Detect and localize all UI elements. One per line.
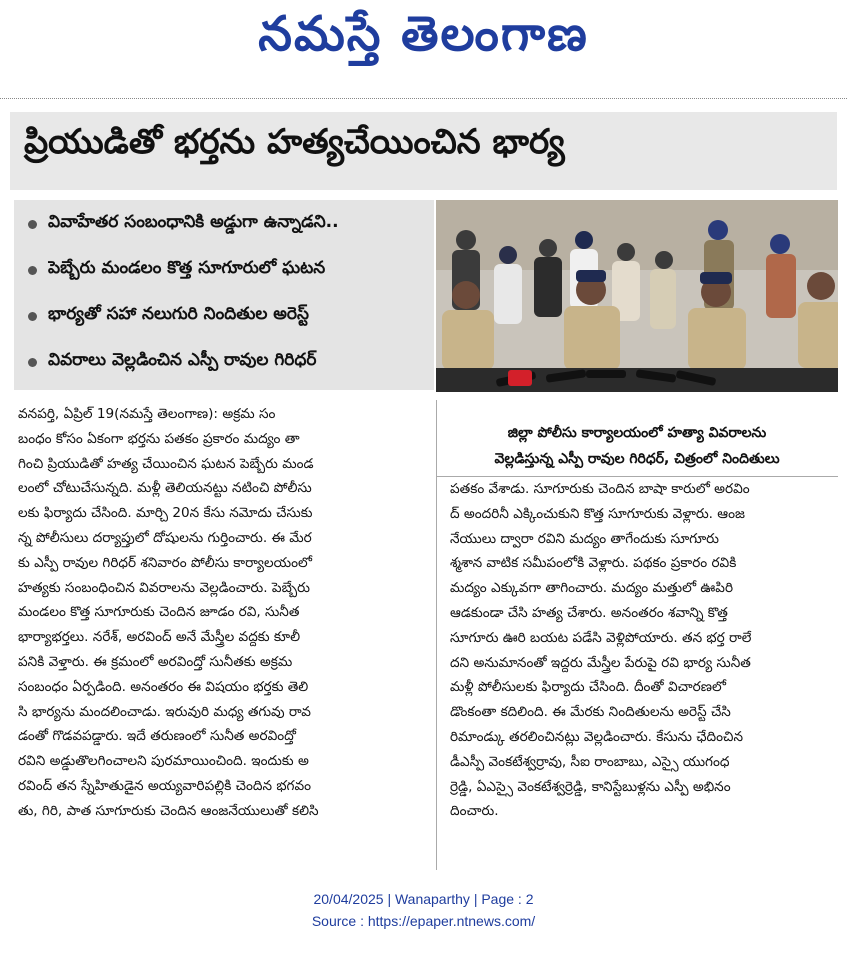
article-line: హత్యకు సంబంధించిన వివరాలను వెల్లడించారు. పెబ్బేరు	[18, 579, 310, 596]
highlight-item	[14, 204, 434, 248]
article-line: రవింద్ తన స్నేహితుడైన అయ్యవారిపల్లికి చెందిన భగవం	[18, 777, 312, 794]
article-line: శ్మశాన వాటిక సమీపంలోకి వెళ్లారు. పథకం ప్రకారం రవికి	[450, 555, 737, 572]
article-line: రవిని అడ్డుతొలగించాలని పురమాయించింది. ఇందుకు అ	[18, 753, 309, 770]
highlight-text: పెబ్బేరు మండలం కొత్త సూగూరులో ఘటన	[48, 258, 326, 278]
article-column-right	[450, 477, 836, 824]
article-line: సి భార్యను మందలించాడు. ఇరువురి మధ్య తగువు రావ	[18, 703, 311, 720]
highlight-item	[14, 342, 434, 386]
article-line: లంలో చోటుచేసున్నది. మళ్లీ తెలియనట్టు నటించి పోలీసు	[18, 480, 312, 497]
article-line: డొంకంతా కదిలింది. ఈ మేరకు నిందితులను అరెస్ట్ చేసి	[450, 704, 731, 721]
photo-caption	[436, 420, 838, 476]
article-line: డంతో గొడవపడ్డారు. ఇదే తరుణంలో సునీత అరవింద్తో	[18, 728, 296, 745]
highlight-item	[14, 250, 434, 294]
article-line: పనికి వెళ్తారు. ఈ క్రమంలో అరవింద్తో సునీతకు అక్రమ	[18, 653, 293, 670]
article-line: మద్యం ఎక్కువగా తాగించారు. మద్యం మత్తులో ఊపిరి	[450, 580, 734, 597]
highlight-text: భార్యతో సహా నలుగురి నిందితుల అరెస్ట్	[48, 304, 309, 324]
article-line: తు, గిరి, పాత సూగూరుకు చెందిన ఆంజనేయులుతో కలిసి	[18, 802, 319, 819]
press-conference-photo	[436, 200, 838, 392]
news-photo	[436, 200, 838, 392]
bullet-icon	[28, 312, 37, 321]
article-column-left	[18, 402, 428, 824]
article-line: పతకం వేశాడు. సూగూరుకు చెందిన బాషా కారులో అరవిం	[450, 481, 750, 497]
article-line: వనపర్తి, ఏప్రిల్ 19(నమస్తే తెలంగాణ): అక్రమ సం	[18, 406, 276, 422]
edition-info: 20/04/2025 | Wanaparthy | Page : 2	[313, 891, 534, 907]
article-line: బంధం కోసం ఏకంగా భర్తను పతకం ప్రకారం మద్యం తా	[18, 430, 300, 447]
bullet-icon	[28, 358, 37, 367]
newspaper-masthead	[0, 0, 847, 80]
article-line: న్న పోలీసులు దర్యాప్తులో దోషులను గుర్తించారు. ఈ మేర	[18, 529, 312, 546]
highlight-item	[14, 296, 434, 340]
article-line: సంబంధం ఏర్పడింది. అనంతరం ఈ విషయం భర్తకు తెలి	[18, 678, 309, 695]
article-line: మండలం కొత్త సూగూరుకు చెందిన జూడం రవి, సునీత	[18, 604, 300, 621]
article-line: డీఎస్పీ వెంకటేశ్వర్రావు, సీఐ రాంబాబు, ఎస్సై యుగంధ	[450, 753, 730, 770]
article-line: ర్రెడ్డి, ఏఎస్సై వెంకటేశ్వర్రెడ్డి, కానిస్టేబుళ్లను ఎస్పీ అభినం	[450, 778, 731, 795]
article-line: రిమాండ్కు తరలించినట్లు వెల్లడించారు. కేసును ఛేదించిన	[450, 728, 743, 745]
column-divider	[436, 400, 437, 870]
article-line: గించి ప్రియుడితో హత్య చేయించిన ఘటన పెబ్బేరు మండ	[18, 455, 314, 472]
article-line: ద్ అందరినీ ఎక్కించుకుని కొత్త సూగూరుకు వెళ్లారు. ఆంజ	[450, 505, 745, 522]
headline: ప్రియుడితో భర్తను హత్యచేయించిన భార్య	[24, 122, 565, 162]
caption-line: జిల్లా పోలీసు కార్యాలయంలో హత్యా వివరాలను	[507, 425, 767, 441]
page-footer	[0, 888, 847, 932]
masthead-divider	[0, 98, 847, 99]
bullet-icon	[28, 220, 37, 229]
highlight-text: వివాహేతర సంబంధానికి అడ్డుగా ఉన్నాడని..	[48, 212, 339, 232]
article-line: ఆడకుండా చేసి హత్య చేశారు. అనంతరం శవాన్ని కొత్త	[450, 604, 728, 621]
masthead-title: నమస్తే తెలంగాణ	[258, 6, 589, 62]
caption-line: వెల్లడిస్తున్న ఎస్పీ రావుల గిరిధర్, చిత్రంలో నిందితులు	[494, 451, 780, 467]
highlight-text: వివరాలు వెల్లడించిన ఎస్పీ రావుల గిరిధర్	[48, 350, 317, 370]
article-line: దని అనుమానంతో ఇద్దరు మేస్త్రీల పేరుపై రవి భార్య సునీత	[450, 654, 751, 671]
highlights-box	[14, 200, 434, 390]
article-line: లకు ఫిర్యాదు చేసింది. మార్చి 20న కేసు నమోదు చేసుకు	[18, 505, 313, 522]
article-line: నేయులు ద్వారా రవిని మద్యం తాగేందుకు సూగూరు	[450, 530, 719, 547]
headline-banner	[10, 112, 837, 190]
article-line: దించారు.	[450, 803, 499, 820]
source-link: Source : https://epaper.ntnews.com/	[311, 913, 536, 929]
article-line: భార్యాభర్తలు. నరేశ్, అరవింద్ అనే మేస్త్రీల వద్దకు కూలీ	[18, 629, 301, 646]
bullet-icon	[28, 266, 37, 275]
article-line: మళ్లీ పోలీసులకు ఫిర్యాదు చేసింది. దీంతో విచారణలో	[450, 679, 726, 696]
article-line: కు ఎస్పీ రావుల గిరిధర్ శనివారం పోలీసు కార్యాలయంలో	[18, 554, 313, 571]
article-line: సూగూరు ఊరి బయట పడేసి వెళ్లిపోయారు. తన భర్త రాలే	[450, 629, 752, 646]
